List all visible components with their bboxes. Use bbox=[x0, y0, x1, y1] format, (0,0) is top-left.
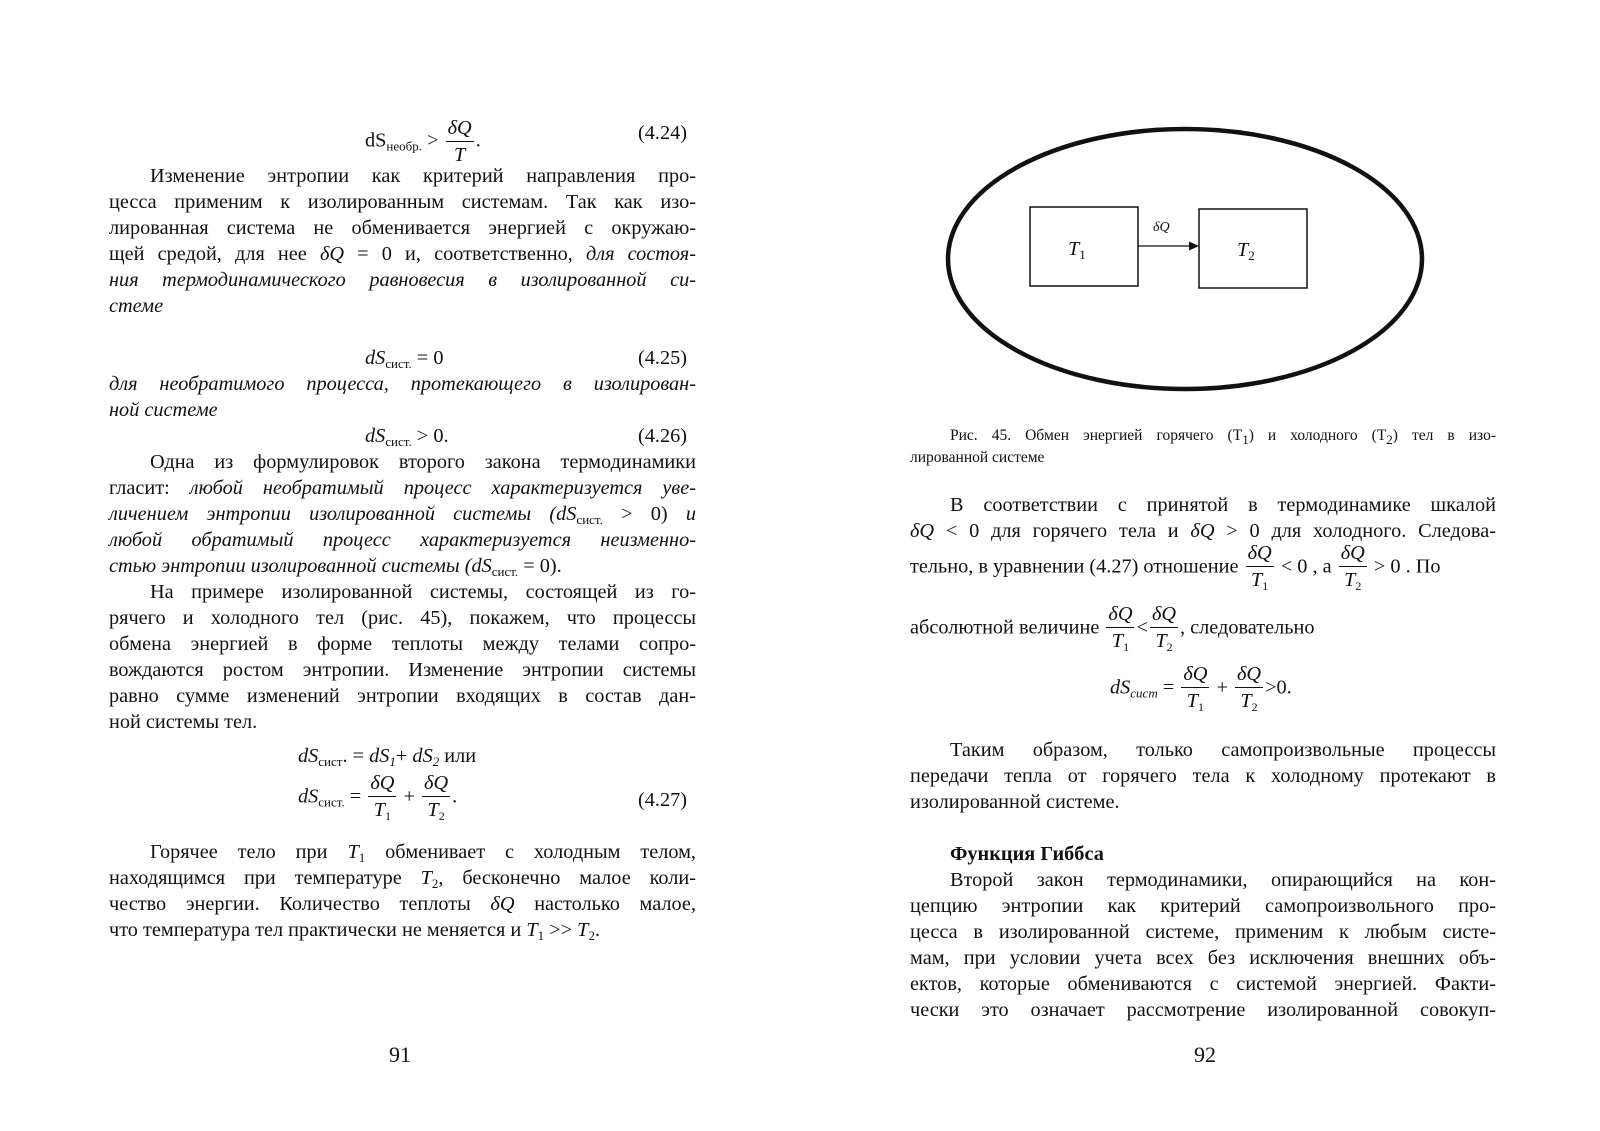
text-line: цесса в изолированной системе, применим к любым систе- bbox=[910, 921, 1496, 943]
cold-body-label: $T_2$ bbox=[1237, 239, 1255, 263]
text-line: находящимся при температуре $T_2$, бесконечно малое коли- bbox=[109, 867, 696, 891]
page-number: 91 bbox=[389, 1042, 411, 1067]
text-line: для необратимого процесса, протекающего в изолирован- bbox=[109, 373, 696, 395]
text-line: абсолютной величине $\frac{\delta Q}{T1}$ < $\frac{\delta Q}{T2}$ , следовательно bbox=[910, 603, 1315, 655]
fraction: $\frac{\delta Q}{T1}$ bbox=[370, 772, 395, 824]
fraction: $\frac{\delta Q}{T1}$ bbox=[1108, 603, 1133, 655]
text-line: цепцию энтропии как критерий самопроизвольного про- bbox=[910, 895, 1496, 917]
text-line: стью энтропии изолированной системы $(dS_{сист.} = 0)$. bbox=[109, 555, 562, 579]
equation-number: (4.26) bbox=[638, 425, 687, 447]
page-number: 92 bbox=[1194, 1042, 1216, 1067]
equation-4-27: $dS_{сист.}$ = $\frac{\delta Q}{T1}$ + $\frac{\delta Q}{T2}$ . bbox=[298, 772, 458, 824]
text-line: На примере изолированной системы, состоящей из го- bbox=[150, 581, 696, 603]
fraction: $\frac{\delta Q}{T1}$ bbox=[1183, 663, 1208, 715]
equation-4-26: $dS_{сист.} > 0$. bbox=[365, 425, 449, 449]
fraction: $\frac{\delta Q}{T2}$ bbox=[1151, 603, 1177, 655]
text-line: цесса применим к изолированным системам. Так как изо- bbox=[109, 191, 696, 213]
hot-body-label: $T_1$ bbox=[1068, 238, 1086, 262]
text-line: ной системе bbox=[109, 399, 218, 421]
text-line: Изменение энтропии как критерий направления про- bbox=[150, 165, 696, 187]
text-line: ектов, которые обмениваются с системой энергией. Факти- bbox=[910, 973, 1496, 995]
text-line: вождаются ростом энтропии. Изменение энтропии системы bbox=[109, 659, 696, 681]
right-page bbox=[800, 0, 1600, 1131]
text-line: стеме bbox=[109, 295, 164, 317]
fraction: $\frac{\delta Q}{T2}$ bbox=[424, 772, 449, 824]
isolated-system-ellipse bbox=[948, 129, 1422, 389]
text-line: Горячее тело при $T_1$ обменивает с холодным телом, bbox=[150, 841, 696, 865]
equation-number: (4.25) bbox=[638, 347, 687, 369]
arrow-label: δQ bbox=[1153, 220, 1170, 235]
text-line: изолированной системе. bbox=[910, 791, 1120, 813]
text-line: δQ < 0 для горячего тела и δQ > 0 для холодного. Следова- bbox=[910, 520, 1496, 542]
fraction: $\frac{\delta Q}{T2}$ bbox=[1237, 663, 1262, 715]
text-line: личением энтропии изолированной системы $(dS_{сист.} > 0)$ и bbox=[109, 503, 696, 527]
text-line: Таким образом, только самопроизвольные процессы bbox=[950, 739, 1496, 761]
section-heading: Функция Гиббса bbox=[950, 843, 1104, 865]
equation-sum: $dS_{сист}$. = dS1+ dS2 или bbox=[298, 745, 477, 769]
text-line: В соответствии с принятой в термодинамике шкалой bbox=[950, 494, 1496, 516]
text-line: равно сумме изменений энтропии входящих в состав дан- bbox=[109, 685, 696, 707]
equation-number: (4.27) bbox=[638, 789, 687, 811]
fraction: $\frac{\delta Q}{T}$ bbox=[447, 117, 472, 167]
text-line: передачи тепла от горячего тела к холодному протекают в bbox=[910, 765, 1496, 787]
equation-4-24: $dS_{необр.}$ > $\frac{\delta Q}{T}$ . bbox=[365, 117, 481, 167]
equation-number: (4.24) bbox=[638, 122, 687, 144]
text-line: чество энергии. Количество теплоты δQ настолько малое, bbox=[109, 893, 696, 915]
figure-45-diagram bbox=[940, 120, 1440, 400]
text-line: Второй закон термодинамики, опирающийся на кон- bbox=[950, 869, 1496, 891]
figure-caption: Рис. 45. Обмен энергией горячего $(T_1)$ и холодного $(T_2)$ тел в изо- bbox=[950, 427, 1496, 447]
equation-4-25: $dS_{сист.} = 0$ bbox=[365, 347, 444, 371]
figure-caption: лированной системе bbox=[910, 449, 1045, 466]
text-line: гласит: любой необратимый процесс характеризуется уве- bbox=[109, 477, 696, 499]
fraction: $\frac{\delta Q}{T2}$ bbox=[1340, 542, 1365, 594]
text-line: щей средой, для нее δQ = 0 и, соответственно, для состоя- bbox=[109, 243, 696, 265]
text-line: обмена энергией в форме теплоты между телами сопро- bbox=[109, 633, 696, 655]
text-line: ния термодинамического равновесия в изолированной си- bbox=[109, 269, 696, 291]
text-line: тельно, в уравнении (4.27) отношение $\frac{\delta Q}{T1}$ < 0 , а $\frac{\delta Q}{T2}$ > 0 . По bbox=[910, 542, 1441, 594]
text-line: что температура тел практически не меняется и $T_1 >> T_2$. bbox=[109, 919, 601, 943]
arrowhead-icon bbox=[1189, 242, 1199, 251]
fraction: $\frac{\delta Q}{T1}$ bbox=[1247, 542, 1272, 594]
text-line: рячего и холодного тел (рис. 45), покажем, что процессы bbox=[109, 607, 696, 629]
text-line: любой обратимый процесс характеризуется неизменно- bbox=[109, 529, 696, 551]
text-line: ной системы тел. bbox=[109, 711, 258, 733]
text-line: лированная система не обменивается энергией с окружаю- bbox=[109, 217, 696, 239]
text-line: Одна из формулировок второго закона термодинамики bbox=[150, 451, 696, 473]
text-line: чески это означает рассмотрение изолированной совокуп- bbox=[910, 999, 1496, 1021]
equation-entropy-change: dSсист = $\frac{\delta Q}{T1}$ + $\frac{\delta Q}{T2}$ >0. bbox=[1110, 663, 1292, 715]
text-line: мам, при условии учета всех без исключения внешних объ- bbox=[910, 947, 1496, 969]
